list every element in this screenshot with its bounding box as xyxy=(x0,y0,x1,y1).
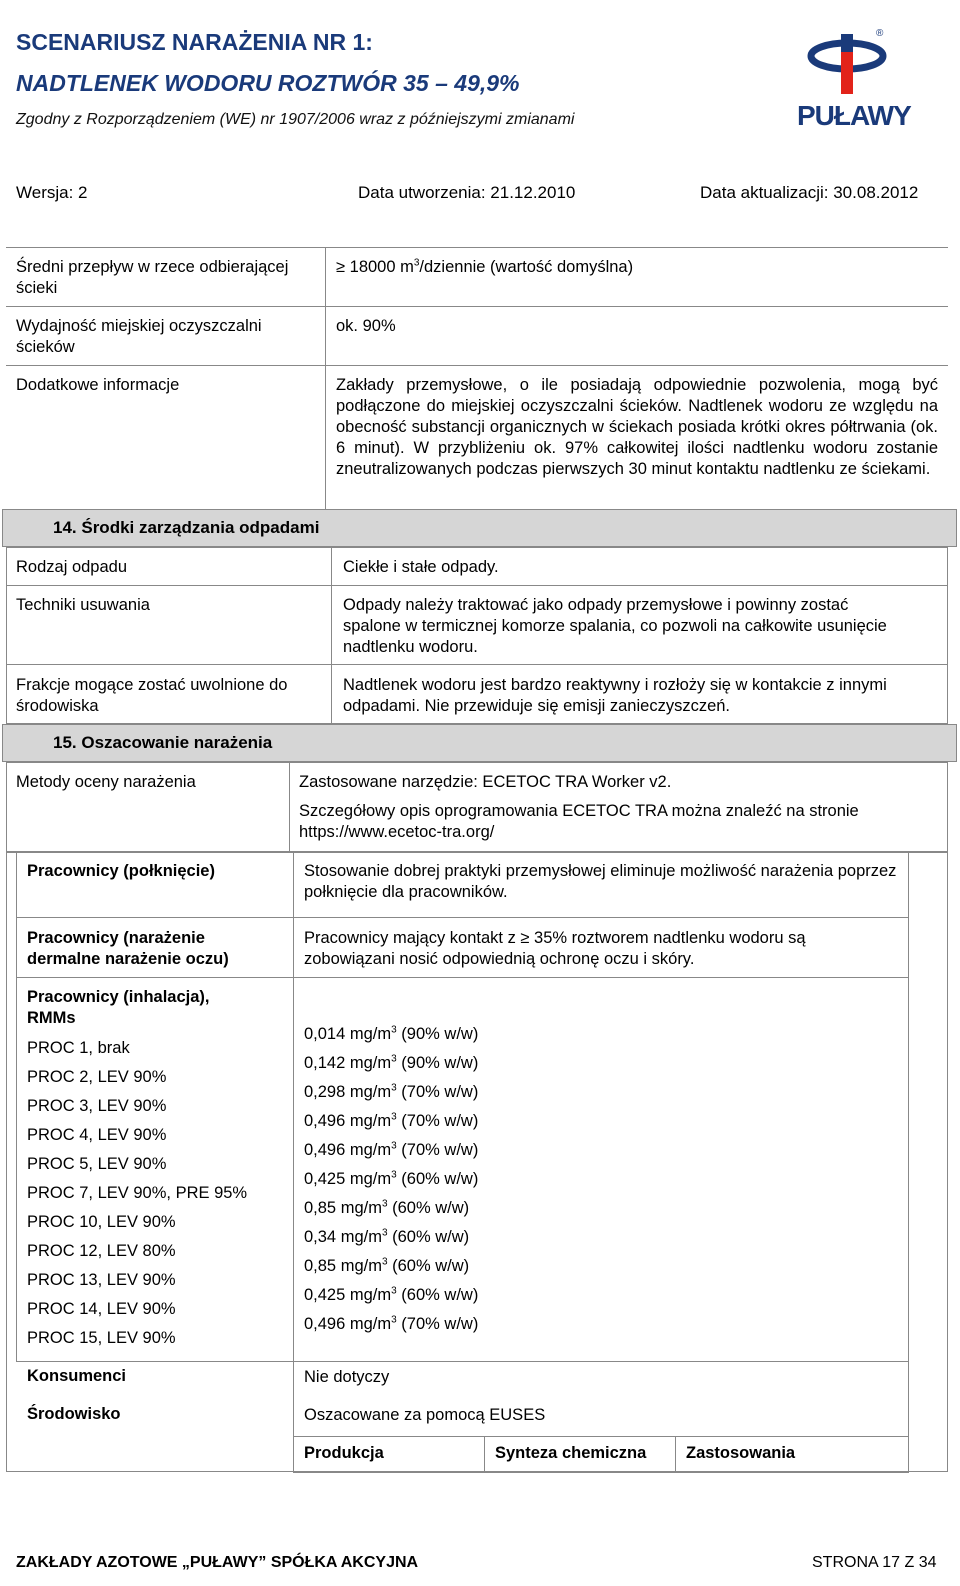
env-col-production: Produkcja xyxy=(304,1444,384,1462)
assessment-tool-description: Szczegółowy opis oprogramowania ECETOC TRA można znaleźć na stronie https://www.ecetoc-tra.org/ xyxy=(299,802,859,841)
wwtp-capacity-value: ok. 90% xyxy=(336,317,396,335)
proc-exposure-value: 0,425 $mg/m^3$ (60% w/w) xyxy=(304,1169,479,1188)
proc-exposure-value: 0,496 $mg/m^3$ (70% w/w) xyxy=(304,1314,479,1333)
assessment-tool: Zastosowane narzędzie: ECETOC TRA Worker v2. xyxy=(299,773,672,791)
proc-label: PROC 4, LEV 90% xyxy=(27,1126,167,1144)
workers-inhalation-label: Pracownicy (inhalacja), RMMs xyxy=(27,988,210,1027)
proc-label: PROC 2, LEV 90% xyxy=(27,1068,167,1086)
proc-label: PROC 5, LEV 90% xyxy=(27,1155,167,1173)
section-15-heading: 15. Oszacowanie narażenia xyxy=(2,724,957,762)
proc-exposure-value: 0,014 $mg/m^3$ (90% w/w) xyxy=(304,1024,479,1043)
proc-exposure-value: 0,496 $mg/m^3$ (70% w/w) xyxy=(304,1111,479,1130)
update-date: Data aktualizacji: 30.08.2012 xyxy=(700,183,919,202)
river-flow-value: ≥ 18000 $m^3$/dziennie (wartość domyślna) xyxy=(336,257,634,276)
waste-type-label: Rodzaj odpadu xyxy=(16,558,128,576)
disposal-technique-label: Techniki usuwania xyxy=(16,596,150,614)
proc-label: PROC 1, brak xyxy=(27,1039,130,1057)
workers-dermal-value: Pracownicy mający kontakt z ≥ 35% roztworem nadtlenku wodoru są zobowiązani nosić odpowiednią ochronę oczu i skóry. xyxy=(304,929,806,968)
proc-exposure-value: 0,34 $mg/m^3$ (60% w/w) xyxy=(304,1227,470,1246)
proc-exposure-value: 0,85 $mg/m^3$ (60% w/w) xyxy=(304,1198,470,1217)
proc-label: PROC 13, LEV 90% xyxy=(27,1271,176,1289)
workers-oral-value: Stosowanie dobrej praktyki przemysłowej eliminuje możliwość narażenia poprzez połknięcie dla pracowników. xyxy=(304,862,897,901)
assessment-methods-label: Metody oceny narażenia xyxy=(16,773,196,791)
creation-date: Data utworzenia: 21.12.2010 xyxy=(358,183,576,202)
proc-exposure-value: 0,85 $mg/m^3$ (60% w/w) xyxy=(304,1256,470,1275)
proc-label: PROC 12, LEV 80% xyxy=(27,1242,176,1260)
document-title: SCENARIUSZ NARAŻENIA NR 1: xyxy=(16,29,373,55)
river-flow-label: Średni przepływ w rzece odbierającej ścieki xyxy=(16,258,289,297)
proc-label: PROC 3, LEV 90% xyxy=(27,1097,167,1115)
proc-label: PROC 10, LEV 90% xyxy=(27,1213,176,1231)
wwtp-capacity-label: Wydajność miejskiej oczyszczalni ścieków xyxy=(16,317,262,356)
proc-exposure-value: 0,142 $mg/m^3$ (90% w/w) xyxy=(304,1053,479,1072)
consumers-value: Nie dotyczy xyxy=(304,1368,390,1386)
footer-company: ZAKŁADY AZOTOWE „PUŁAWY” SPÓŁKA AKCYJNA xyxy=(16,1554,419,1571)
section-14-heading: 14. Środki zarządzania odpadami xyxy=(2,509,957,547)
proc-exposure-value: 0,496 $mg/m^3$ (70% w/w) xyxy=(304,1140,479,1159)
workers-dermal-label: Pracownicy (narażenie dermalne narażenie oczu) xyxy=(27,929,229,968)
logo-top-shape xyxy=(841,34,853,52)
logo-text: PUŁAWY xyxy=(797,100,911,131)
proc-label: PROC 15, LEV 90% xyxy=(27,1329,176,1347)
logo-registered-mark: ® xyxy=(876,28,884,39)
additional-info-value: Zakłady przemysłowe, o ile posiadają odpowiednie pozwolenia, mogą być podłączone do miejskiej oczyszczalni ścieków. Nadtlenek wodoru ze względu na obecność substancji organicznych w ściekach posiada krótki okres półtrwania (ok. 6 minut). W przybliżeniu ok. 97% całkowitej ilości nadtlenku wodoru zostanie zneutralizowanych podczas pierwszych 30 minut kontaktu nadtlenku ze ściekami. xyxy=(336,376,938,478)
environment-value: Oszacowane za pomocą EUSES xyxy=(304,1406,546,1424)
proc-label: PROC 14, LEV 90% xyxy=(27,1300,176,1318)
company-logo xyxy=(797,28,911,140)
proc-label: PROC 7, LEV 90%, PRE 95% xyxy=(27,1184,248,1202)
workers-oral-label: Pracownicy (połknięcie) xyxy=(27,862,215,880)
env-col-synthesis: Synteza chemiczna xyxy=(495,1444,647,1462)
proc-exposure-value: 0,298 $mg/m^3$ (70% w/w) xyxy=(304,1082,479,1101)
additional-info-label: Dodatkowe informacje xyxy=(16,376,180,394)
disposal-technique-value: Odpady należy traktować jako odpady przemysłowe i powinny zostać spalone w termicznej komorze spalania, co pozwoli na całkowite usunięcie nadtlenku wodoru. xyxy=(343,596,887,656)
env-col-uses: Zastosowania xyxy=(686,1444,796,1462)
waste-type-value: Ciekłe i stałe odpady. xyxy=(343,558,499,576)
consumers-label: Konsumenci xyxy=(27,1367,127,1385)
proc-exposure-value: 0,425 $mg/m^3$ (60% w/w) xyxy=(304,1285,479,1304)
environment-label: Środowisko xyxy=(27,1405,121,1423)
regulation-note: Zgodny z Rozporządzeniem (WE) nr 1907/2006 wraz z późniejszymi zmianami xyxy=(16,111,575,128)
released-fractions-label: Frakcje mogące zostać uwolnione do środowiska xyxy=(16,676,288,715)
released-fractions-value: Nadtlenek wodoru jest bardzo reaktywny i rozłoży się w kontakcie z innymi odpadami. Nie przewiduje się emisji zanieczyszczeń. xyxy=(343,676,887,715)
footer-page-number: STRONA 17 Z 34 xyxy=(812,1554,937,1571)
document-subtitle-product: NADTLENEK WODORU ROZTWÓR 35 – 49,9% xyxy=(16,70,520,96)
version: Wersja: 2 xyxy=(16,183,88,202)
